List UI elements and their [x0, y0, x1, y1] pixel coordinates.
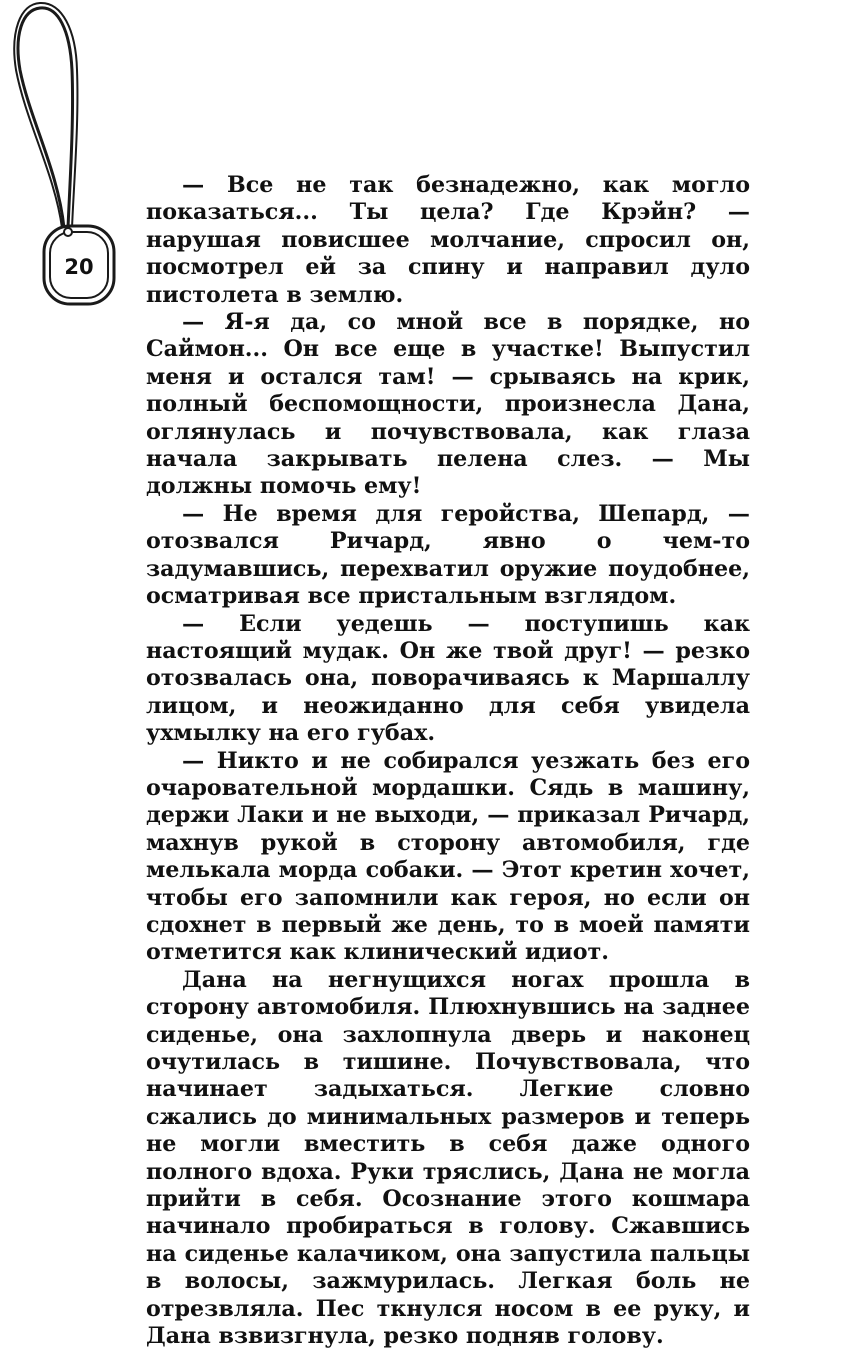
paragraph: — Никто и не собирался уезжать без его очаровательной мордашки. Сядь в машину, держи Лаки и не выходи, — приказал Ричард, махнув рукой в сторону автомобиля, где мелькала морда собаки. — Этот кретин хочет, чтобы его запомнили как героя, но если он сдохнет в первый же день, то в моей памяти отметится как клинический идиот. [146, 747, 750, 966]
paragraph: Дана на негнущихся ногах прошла в сторону автомобиля. Плюхнувшись на заднее сиденье, она захлопнула дверь и наконец очутилась в тишине. Почувствовала, что начинает задыхаться. Легкие словно сжались до минимальных размеров и теперь не могли вместить в себя даже одного полного вдоха. Руки тряслись, Дана не могла прийти в себя. Осознание этого кошмара начинало пробираться в голову. Сжавшись на сиденье калачиком, она запустила пальцы в волосы, зажмурилась. Легкая боль не отрезвляла. Пес ткнулся носом в ее руку, и Дана взвизгнула, резко подняв голову. [146, 966, 750, 1350]
paragraph: — Я-я да, со мной все в порядке, но Саймон... Он все еще в участке! Выпустил меня и остался там! — срываясь на крик, полный беспомощности, произнесла Дана, оглянулась и почувствовала, как глаза начала закрывать пелена слез. — Мы должны помочь ему! [146, 309, 750, 500]
paragraph: — Не время для геройства, Шепард, — отозвался Ричард, явно о чем-то задумавшись, перехватил оружие поудобнее, осматривая все пристальным взглядом. [146, 500, 750, 610]
paragraph: — Все не так безнадежно, как могло показаться... Ты цела? Где Крэйн? — нарушая повисшее молчание, спросил он, посмотрел ей за спину и направил дуло пистолета в землю. [146, 172, 750, 308]
page-number: 20 [64, 255, 94, 279]
paragraph: — Если уедешь — поступишь как настоящий мудак. Он же твой друг! — резко отозвалась она, поворачиваясь к Маршаллу лицом, и неожиданно для себя увидела ухмылку на его губах. [146, 610, 750, 747]
body-text [146, 172, 750, 1350]
